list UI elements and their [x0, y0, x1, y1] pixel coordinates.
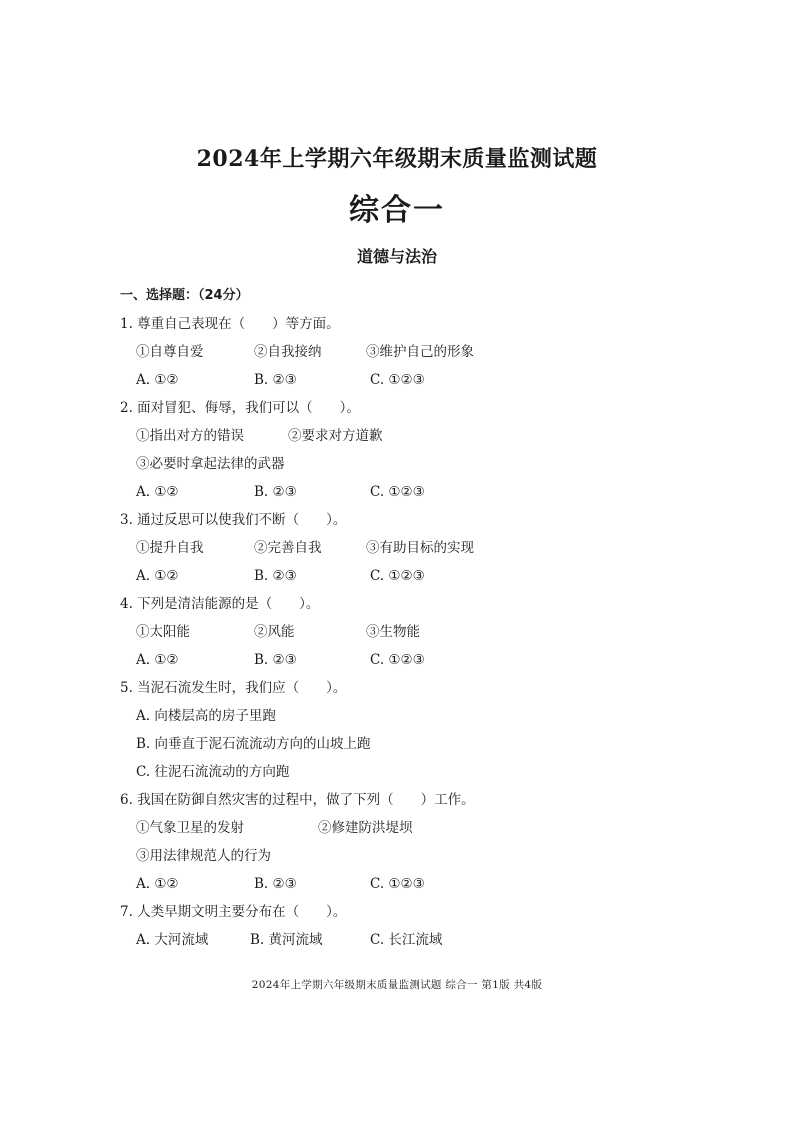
- statement: ①提升自我: [136, 540, 204, 556]
- choice: A. ①②: [136, 484, 179, 500]
- page-footer: 2024年上学期六年级期末质量监测试题 综合一 第1版 共4版: [251, 979, 543, 991]
- statement: ③维护自己的形象: [366, 344, 474, 360]
- exam-title: 2024年上学期六年级期末质量监测试题: [196, 146, 598, 172]
- choice: B. ②③: [254, 876, 297, 892]
- question-1-stem: 1. 尊重自己表现在（ ）等方面。: [120, 316, 340, 332]
- section-heading: 一、选择题：（24分）: [120, 288, 249, 303]
- choice: B. 黄河流域: [250, 932, 323, 948]
- statement: ①太阳能: [136, 624, 190, 640]
- statement: ①自尊自爱: [136, 344, 204, 360]
- question-6-stem: 6. 我国在防御自然灾害的过程中，做了下列（ ）工作。: [120, 792, 475, 808]
- statement: ①气象卫星的发射: [136, 820, 244, 836]
- choice: C. ①②③: [370, 568, 425, 584]
- choice: A. 向楼层高的房子里跑: [136, 708, 276, 724]
- choice: B. ②③: [254, 568, 297, 584]
- choice: A. ①②: [136, 876, 179, 892]
- choice: C. 长江流域: [370, 932, 443, 948]
- statement: ①指出对方的错误: [136, 428, 244, 444]
- choice: A. 大河流域: [136, 932, 209, 948]
- choice: C. ①②③: [370, 876, 425, 892]
- choice: C. 往泥石流流动的方向跑: [136, 764, 290, 780]
- statement: ③有助目标的实现: [366, 540, 474, 556]
- question-7-stem: 7. 人类早期文明主要分布在（ ）。: [120, 904, 347, 920]
- choice: B. ②③: [254, 372, 297, 388]
- choice: A. ①②: [136, 652, 179, 668]
- statement: ②自我接纳: [254, 344, 322, 360]
- exam-subtitle: 综合一: [349, 193, 445, 228]
- statement: ③用法律规范人的行为: [136, 848, 271, 864]
- choice: B. 向垂直于泥石流流动方向的山坡上跑: [136, 736, 371, 752]
- choice: B. ②③: [254, 652, 297, 668]
- choice: C. ①②③: [370, 484, 425, 500]
- question-4-stem: 4. 下列是清洁能源的是（ ）。: [120, 596, 320, 612]
- statement: ③必要时拿起法律的武器: [136, 456, 285, 472]
- statement: ③生物能: [366, 624, 420, 640]
- choice: A. ①②: [136, 372, 179, 388]
- question-3-stem: 3. 通过反思可以使我们不断（ ）。: [120, 512, 347, 528]
- statement: ②要求对方道歉: [288, 428, 383, 444]
- choice: C. ①②③: [370, 372, 425, 388]
- statement: ②完善自我: [254, 540, 322, 556]
- statement: ②风能: [254, 624, 295, 640]
- choice: B. ②③: [254, 484, 297, 500]
- subject-heading: 道德与法治: [356, 247, 437, 266]
- choice: C. ①②③: [370, 652, 425, 668]
- question-5-stem: 5. 当泥石流发生时，我们应（ ）。: [120, 680, 347, 696]
- statement: ②修建防洪堤坝: [318, 820, 413, 836]
- choice: A. ①②: [136, 568, 179, 584]
- question-2-stem: 2. 面对冒犯、侮辱，我们可以（ ）。: [120, 400, 360, 416]
